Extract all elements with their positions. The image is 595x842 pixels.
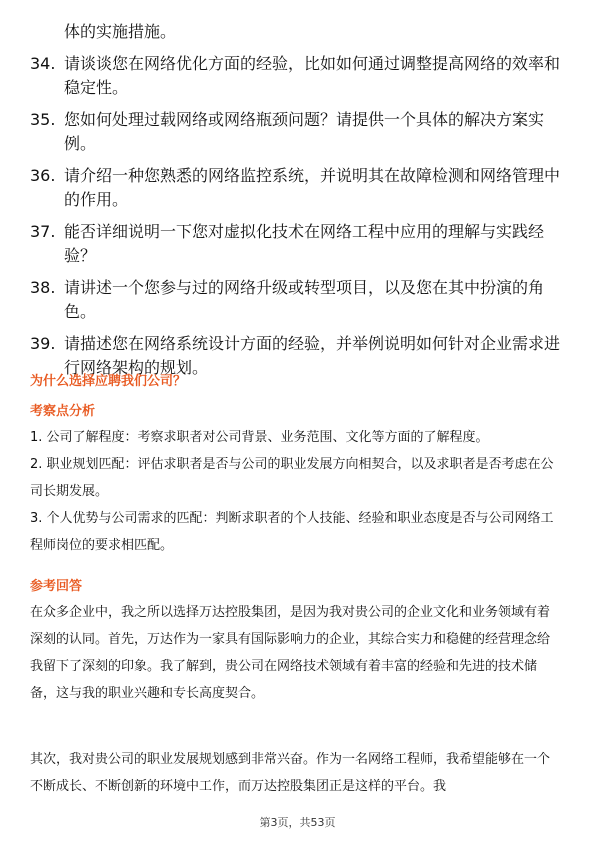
question-text: 您如何处理过载网络或网络瓶颈问题？请提供一个具体的解决方案实例。: [64, 110, 545, 153]
analysis-item: 2. 职业规划匹配：评估求职者是否与公司的职业发展方向相契合，以及求职者是否考虑在公司长期发展。: [30, 457, 554, 499]
analysis-item: 1. 公司了解程度：考察求职者对公司背景、业务范围、文化等方面的了解程度。: [30, 430, 489, 445]
reference-paragraph: [30, 746, 562, 800]
question-text: 请介绍一种您熟悉的网络监控系统，并说明其在故障检测和网络管理中的作用。: [64, 166, 561, 209]
question-number: 36.: [30, 166, 56, 185]
question-item: [30, 220, 570, 268]
question-number: 39.: [30, 334, 56, 353]
question-text: 请描述您在网络系统设计方面的经验，并举例说明如何针对企业需求进行网络架构的规划。: [64, 334, 561, 377]
analysis-heading: 考察点分析: [30, 404, 96, 419]
question-continuation: 体的实施措施。: [64, 22, 177, 41]
question-number: 35.: [30, 110, 56, 129]
page-footer: 第3页，共53页: [259, 816, 336, 829]
reference-heading: 参考回答: [30, 579, 83, 594]
reference-paragraph: [30, 599, 562, 707]
question-list: [30, 20, 570, 388]
question-item: [30, 276, 570, 324]
analysis-list: [30, 424, 562, 559]
question-item: [30, 52, 570, 100]
question-text: 能否详细说明一下您对虚拟化技术在网络工程中应用的理解与实践经验？: [64, 222, 545, 265]
section-title: 为什么选择应聘我们公司？: [30, 374, 187, 389]
reference-text: 在众多企业中，我之所以选择万达控股集团，是因为我对贵公司的企业文化和业务领域有着深刻的认同。首先，万达作为一家具有国际影响力的企业，其综合实力和稳健的经营理念给我留下了深刻的印象。我了解到，贵公司在网络技术领域有着丰富的经验和先进的技术储备，这与我的职业兴趣和专长高度契合。: [30, 605, 551, 701]
question-number: 37.: [30, 222, 56, 241]
question-item: [30, 164, 570, 212]
reference-text: 其次，我对贵公司的职业发展规划感到非常兴奋。作为一名网络工程师，我希望能够在一个不断成长、不断创新的环境中工作，而万达控股集团正是这样的平台。我: [30, 752, 551, 794]
question-text: 请谈谈您在网络优化方面的经验，比如如何通过调整提高网络的效率和稳定性。: [64, 54, 561, 97]
question-item: [30, 108, 570, 156]
question-number: 34.: [30, 54, 56, 73]
analysis-item: 3. 个人优势与公司需求的匹配：判断求职者的个人技能、经验和职业态度是否与公司网络工程师岗位的要求相匹配。: [30, 511, 554, 553]
question-number: 38.: [30, 278, 56, 297]
question-text: 请讲述一个您参与过的网络升级或转型项目，以及您在其中扮演的角色。: [64, 278, 545, 321]
